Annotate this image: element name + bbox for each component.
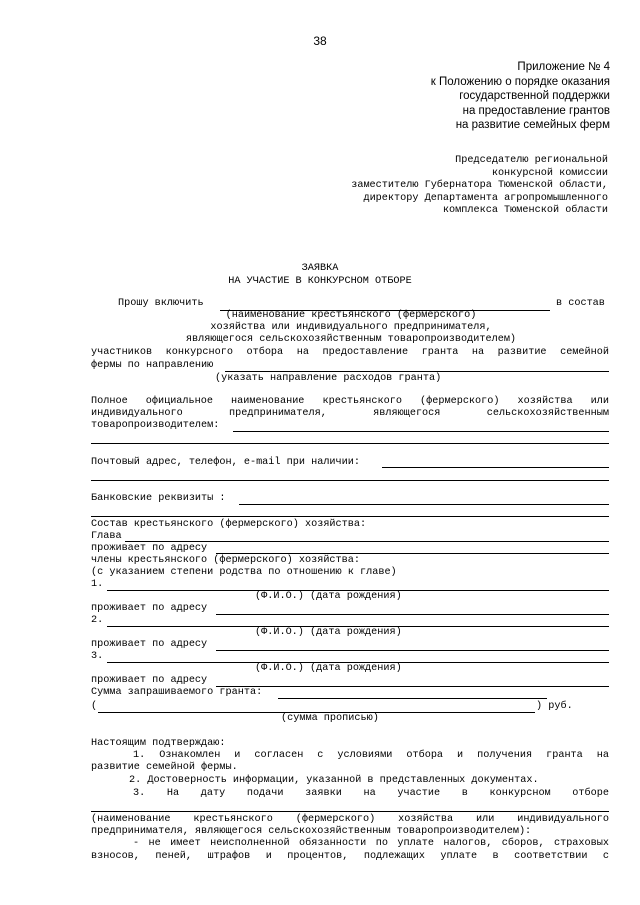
request-text: участников конкурсного отбора на предоставление гранта на развитие семейной (91, 347, 609, 358)
entity-name-hint: (наименование крестьянского (фермерского) хозяйства или индивидуального (91, 814, 609, 825)
confirm-item-1: 1. Ознакомлен и согласен с условиями отбора и получения гранта на (133, 750, 609, 761)
entity-name-field[interactable] (91, 811, 609, 812)
grant-label: Сумма запрашиваемого гранта: (91, 687, 263, 698)
farm-name-hint: являющегося сельскохозяйственным товаропроизводителем) (185, 334, 517, 345)
addressee-line: Председателю региональной (455, 155, 608, 166)
appendix-line: на развитие семейных ферм (455, 119, 610, 131)
bank-field[interactable] (239, 504, 609, 505)
obligation-bullet: - не имеет неисполненной обязанности по уплате налогов, сборов, страховых (133, 838, 609, 849)
grant-amount-field[interactable] (278, 698, 547, 699)
addressee-line: директору Департамента агропромышленного (363, 192, 608, 204)
postal-field[interactable] (91, 480, 609, 481)
postal-field[interactable] (382, 467, 609, 468)
request-end: в состав (556, 298, 605, 309)
addressee-line: конкурсной комиссии (491, 167, 608, 179)
fio-hint: (Ф.И.О.) (дата рождения) (255, 663, 402, 674)
fio-hint: (Ф.И.О.) (дата рождения) (255, 627, 402, 638)
head-field[interactable] (125, 541, 609, 542)
grant-close-paren: ) руб. (536, 701, 573, 712)
confirm-item-2: 2. Достоверность информации, указанной в представленных документах. (129, 775, 539, 786)
degree-hint: (с указанием степени родства по отношению к главе) (91, 567, 397, 578)
confirm-item-3: 3. На дату подачи заявки на участие в конкурсном отборе (133, 788, 609, 799)
direction-field[interactable] (225, 371, 609, 372)
grant-open-paren: ( (91, 701, 98, 712)
appendix-line: на предоставление грантов (462, 104, 610, 117)
farm-name-hint: (наименование крестьянского (фермерского) (225, 310, 477, 321)
bank-label: Банковские реквизиты : (91, 493, 226, 504)
head-address-label: проживает по адресу (91, 543, 208, 554)
postal-label: Почтовый адрес, телефон, e-mail при наличии: (91, 457, 360, 468)
entity-name-hint: предпринимателя, являющегося сельскохозяйственным товаропроизводителем): (91, 826, 532, 837)
member-2-address-field[interactable] (216, 650, 609, 651)
request-start: Прошу включить (118, 298, 204, 309)
direction-label: фермы по направлению (91, 360, 214, 371)
full-name-field[interactable] (233, 431, 609, 432)
appendix-line: Приложение № 4 (517, 61, 610, 73)
members-label: члены крестьянского (фермерского) хозяйства: (91, 555, 360, 566)
title-line-2: НА УЧАСТИЕ В КОНКУРСНОМ ОТБОРЕ (228, 275, 412, 287)
grant-words-hint: (сумма прописью) (281, 713, 379, 724)
fio-hint: (Ф.И.О.) (дата рождения) (255, 591, 402, 602)
full-name-label: Полное официальное наименование крестьянского (фермерского) хозяйства или (91, 396, 609, 407)
title-line-1: ЗАЯВКА (301, 263, 339, 274)
confirm-item-1-cont: развитие семейной фермы. (91, 762, 238, 773)
addressee-line: комплекса Тюменской области (442, 205, 608, 216)
full-name-label: товаропроизводителем: (91, 420, 220, 431)
obligation-bullet-cont: взносов, пеней, штрафов и процентов, подлежащих уплате в соответствии с (91, 851, 609, 862)
member-number: 2. (91, 615, 104, 626)
direction-hint: (указать направление расходов гранта) (215, 373, 442, 384)
addressee-block (351, 155, 608, 218)
appendix-block (431, 60, 610, 133)
member-number: 1. (91, 579, 104, 590)
member-1-address-field[interactable] (216, 614, 609, 615)
confirm-heading: Настоящим подтверждаю: (91, 738, 226, 749)
bank-field[interactable] (91, 516, 609, 517)
full-name-label: индивидуального предпринимателя, являющегося сельскохозяйственным (91, 408, 609, 419)
farm-name-hint: хозяйства или индивидуального предпринимателя, (210, 322, 492, 333)
member-2-address-label: проживает по адресу (91, 639, 208, 650)
full-name-field[interactable] (91, 443, 609, 444)
member-3-address-field[interactable] (216, 686, 609, 687)
addressee-line: заместителю Губернатора Тюменской области, (351, 180, 608, 191)
member-3-address-label: проживает по адресу (91, 675, 208, 686)
page-number: 38 (313, 34, 327, 48)
member-1-address-label: проживает по адресу (91, 603, 208, 614)
head-label: Глава (91, 531, 122, 542)
document-title (0, 263, 640, 288)
appendix-line: государственной поддержки (459, 90, 610, 102)
farm-heading: Состав крестьянского (фермерского) хозяйства: (91, 519, 367, 530)
head-address-field[interactable] (216, 553, 609, 554)
member-number: 3. (91, 651, 104, 662)
appendix-line: к Положению о порядке оказания (430, 75, 610, 88)
